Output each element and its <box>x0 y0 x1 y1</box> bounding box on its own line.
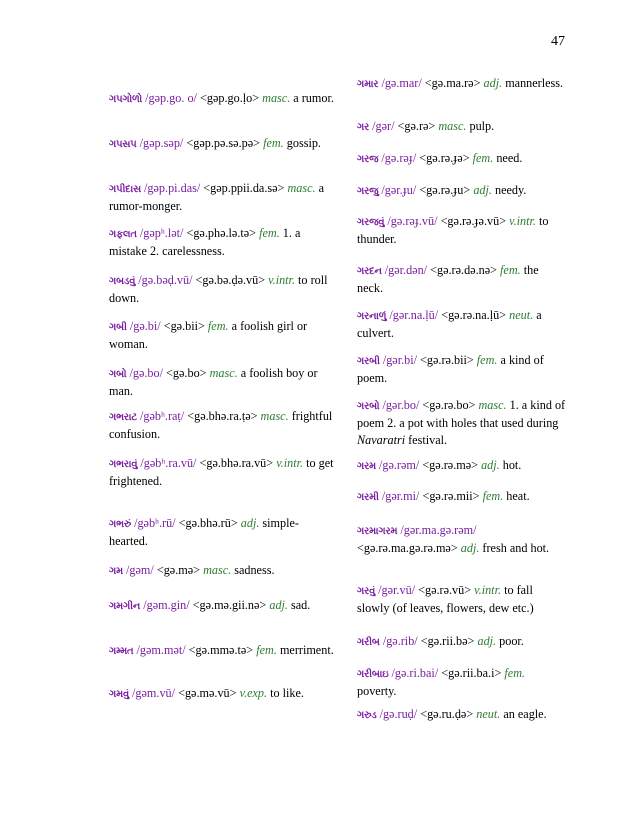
entry-syllables: <gəp.go.ḷo> <box>199 91 260 105</box>
entry-headword: ગમ <box>109 566 123 577</box>
entry-part-of-speech: adj. <box>269 598 288 612</box>
entry-part-of-speech: neut. <box>509 308 534 322</box>
entry-pronunciation: /gəp.səp/ <box>139 136 184 150</box>
entry-part-of-speech: fem. <box>263 136 284 150</box>
entry-headword: ગરદન <box>357 266 382 277</box>
dictionary-entry <box>109 180 334 215</box>
entry-pronunciation: /gə.bo/ <box>129 366 163 380</box>
entry-gloss: gossip. <box>286 136 321 150</box>
dictionary-entry <box>357 118 567 136</box>
dictionary-entry <box>357 582 567 617</box>
entry-pronunciation: /gə.ruḍ/ <box>379 707 418 721</box>
entry-part-of-speech: masc. <box>203 563 232 577</box>
entry-syllables: <gəp.ppii.da.sə> <box>203 181 285 195</box>
entry-gloss: simple-hearted. <box>109 516 299 548</box>
entry-pronunciation: /gə.bəḍ.vū/ <box>138 273 193 287</box>
entry-pronunciation: /gəm.vū/ <box>132 686 176 700</box>
entry-gloss: a culvert. <box>357 308 542 340</box>
entry-gloss: a foolish boy or man. <box>109 366 318 398</box>
entry-part-of-speech: v.intr. <box>276 456 304 470</box>
dictionary-entry <box>109 642 334 660</box>
entry-pronunciation: /gəm/ <box>126 563 154 577</box>
entry-syllables: <gə.rii.ba.i> <box>441 666 502 680</box>
entry-pronunciation: /gə.rəɟ/ <box>381 151 417 165</box>
entry-headword: ગરમ <box>357 461 376 472</box>
entry-headword: ગર <box>357 122 370 133</box>
entry-syllables: <gə.rə.bo> <box>422 398 476 412</box>
entry-headword: ગભરાવું <box>109 459 138 470</box>
entry-headword: ગભરું <box>109 519 132 530</box>
entry-headword: ગરબો <box>357 401 380 412</box>
dictionary-entry <box>357 75 567 93</box>
entry-headword: ગપગોળો <box>109 94 143 105</box>
entry-pronunciation: /gəm.gin/ <box>143 598 190 612</box>
entry-gloss: merriment. <box>279 643 334 657</box>
page-number: 47 <box>551 34 565 49</box>
entry-headword: ગરજવું <box>357 217 385 228</box>
entry-part-of-speech: masc. <box>262 91 291 105</box>
entry-syllables: <gə.mə.gii.nə> <box>192 598 267 612</box>
entry-headword: ગરીબ <box>357 637 380 648</box>
entry-part-of-speech: v.intr. <box>509 214 536 228</box>
entry-gloss: a kind of poem. <box>357 353 544 385</box>
dictionary-entry <box>109 408 334 443</box>
entry-part-of-speech: adj. <box>240 516 260 530</box>
entry-gloss: to roll down. <box>109 273 328 305</box>
entry-gloss: a foolish girl or woman. <box>109 319 308 351</box>
entry-part-of-speech: masc. <box>438 119 467 133</box>
entry-headword: ગરનાળું <box>357 311 387 322</box>
entry-pronunciation: /gər/ <box>372 119 395 133</box>
dictionary-entry <box>109 318 334 353</box>
entry-part-of-speech: fem. <box>476 353 498 367</box>
entry-gloss: a rumor. <box>293 91 334 105</box>
dictionary-entry <box>357 262 567 297</box>
entry-gloss: poverty. <box>357 684 397 698</box>
entry-gloss: heat. <box>506 489 530 503</box>
entry-pronunciation: /gəbʰ.ra.vū/ <box>140 456 197 470</box>
entry-syllables: <gə.mə.vū> <box>178 686 237 700</box>
entry-part-of-speech: fem. <box>256 643 277 657</box>
entry-part-of-speech: masc. <box>287 181 316 195</box>
entry-pronunciation: /gə.rəɟ.vū/ <box>387 214 438 228</box>
dictionary-entry <box>109 365 334 400</box>
entry-gloss: poor. <box>499 634 524 648</box>
entry-headword: ગરીબાઇ <box>357 669 389 680</box>
entry-headword: ગફલત <box>109 229 137 240</box>
entry-gloss: pulp. <box>469 119 495 133</box>
entry-headword: ગરજ <box>357 154 379 165</box>
entry-gloss: sad. <box>291 598 311 612</box>
entry-gloss-italic: Navaratri <box>357 433 406 447</box>
entry-syllables: <gə.ru.ḍə> <box>420 707 474 721</box>
entry-part-of-speech: fem. <box>259 226 280 240</box>
entry-pronunciation: /gər.mi/ <box>381 489 420 503</box>
entry-syllables: <gə.rə.ɟə> <box>419 151 470 165</box>
entry-pronunciation: /gər.bo/ <box>382 398 420 412</box>
entry-part-of-speech: v.intr. <box>474 583 502 597</box>
entry-gloss: the neck. <box>357 263 539 295</box>
entry-pronunciation: /gər.vū/ <box>378 583 416 597</box>
entry-syllables: <gə.rə.mii> <box>422 489 480 503</box>
entry-gloss: 1. a kind of poem 2. a pot with holes that used during Navaratri festival. <box>357 398 566 447</box>
entry-part-of-speech: fem. <box>500 263 521 277</box>
dictionary-entry <box>357 150 567 168</box>
dictionary-entry <box>357 706 567 724</box>
dictionary-entry <box>109 515 334 550</box>
dictionary-entry <box>109 562 334 580</box>
entry-headword: ગમગીન <box>109 601 141 612</box>
dictionary-entry <box>357 182 567 200</box>
entry-headword: ગરમી <box>357 492 379 503</box>
dictionary-entry <box>357 665 567 700</box>
dictionary-entry <box>109 135 334 153</box>
entry-part-of-speech: v.intr. <box>268 273 295 287</box>
entry-gloss: a rumor-monger. <box>109 181 325 213</box>
entry-headword: ગરબી <box>357 356 380 367</box>
dictionary-entry <box>357 307 567 342</box>
entry-syllables: <gəp.pə.sə.pə> <box>186 136 261 150</box>
entry-gloss: need. <box>496 151 523 165</box>
entry-part-of-speech: fem. <box>504 666 526 680</box>
entry-syllables: <gə.bhə.rū> <box>178 516 238 530</box>
entry-part-of-speech: v.exp. <box>239 686 268 700</box>
entry-gloss: to get frightened. <box>109 456 334 488</box>
entry-syllables: <gə.mmə.tə> <box>188 643 254 657</box>
entry-pronunciation: /gə.ri.bai/ <box>391 666 439 680</box>
dictionary-entry <box>357 213 567 248</box>
entry-pronunciation: /gəm.mət/ <box>136 643 186 657</box>
entry-pronunciation: /gər.na.ḷū/ <box>389 308 439 322</box>
entry-headword: ગબો <box>109 369 127 380</box>
entry-gloss: to fall slowly (of leaves, flowers, dew etc.) <box>357 583 534 615</box>
entry-pronunciation: /gə.bi/ <box>129 319 161 333</box>
entry-syllables: <gə.rə> <box>397 119 436 133</box>
entry-syllables: <gə.rə.vū> <box>418 583 472 597</box>
entry-part-of-speech: fem. <box>482 489 504 503</box>
entry-gloss: hot. <box>502 458 522 472</box>
dictionary-entry <box>109 225 334 260</box>
entry-pronunciation: /gər.bi/ <box>382 353 417 367</box>
entry-gloss: an eagle. <box>503 707 547 721</box>
entry-syllables: <gə.phə.lə.tə> <box>186 226 257 240</box>
entry-headword: ગમાર <box>357 79 379 90</box>
entry-gloss: 1. a mistake 2. carelessness. <box>109 226 301 258</box>
entry-headword: ગમ્મત <box>109 646 134 657</box>
entry-part-of-speech: adj. <box>483 76 503 90</box>
entry-gloss: to thunder. <box>357 214 549 246</box>
entry-syllables: <gə.bii> <box>163 319 205 333</box>
entry-pronunciation: /gəp.pi.das/ <box>144 181 201 195</box>
dictionary-entry <box>357 397 567 449</box>
dictionary-entry <box>109 272 334 307</box>
entry-syllables: <gə.rə.ɟu> <box>419 183 471 197</box>
entry-headword: ગપીદાસ <box>109 184 141 195</box>
entry-syllables: <gə.rə.bii> <box>420 353 474 367</box>
dictionary-entry <box>357 352 567 387</box>
entry-gloss: sadness. <box>234 563 275 577</box>
entry-headword: ગમવું <box>109 689 129 700</box>
entry-part-of-speech: adj. <box>477 634 497 648</box>
entry-headword: ગબડવું <box>109 276 136 287</box>
entry-pronunciation: /gə.mar/ <box>381 76 422 90</box>
entry-syllables: <gə.bhə.ra.ṭə> <box>187 409 258 423</box>
entry-syllables: <gə.rə.na.ḷū> <box>441 308 507 322</box>
entry-syllables: <gə.bo> <box>166 366 207 380</box>
entry-part-of-speech: neut. <box>476 707 501 721</box>
entry-gloss: fresh and hot. <box>482 541 550 555</box>
entry-headword: ગભરાટ <box>109 412 137 423</box>
entry-part-of-speech: masc. <box>209 366 238 380</box>
entry-syllables: <gə.rə.ɟə.vū> <box>440 214 507 228</box>
entry-part-of-speech: adj. <box>481 458 500 472</box>
dictionary-entry <box>357 522 567 557</box>
dictionary-entry <box>357 488 567 506</box>
entry-gloss: needy. <box>495 183 527 197</box>
entry-syllables: <gə.bə.ḍə.vū> <box>195 273 266 287</box>
entry-headword: ગરમાગરમ <box>357 526 398 537</box>
entry-pronunciation: /gəbʰ.rū/ <box>134 516 176 530</box>
entry-pronunciation: /gəbʰ.raṭ/ <box>140 409 185 423</box>
dictionary-entry <box>357 633 567 651</box>
entry-syllables: <gə.rə.ma.gə.rə.mə> <box>357 541 458 555</box>
entry-pronunciation: /gər.dən/ <box>384 263 428 277</box>
entry-part-of-speech: fem. <box>207 319 229 333</box>
entry-syllables: <gə.rə.mə> <box>422 458 479 472</box>
entry-syllables: <gə.ma.rə> <box>424 76 481 90</box>
entry-pronunciation: /gər.ɟu/ <box>381 183 417 197</box>
entry-syllables: <gə.bhə.ra.vū> <box>199 456 274 470</box>
entry-headword: ગરજુ <box>357 186 379 197</box>
entry-headword: ગરુડ <box>357 710 377 721</box>
entry-gloss: mannerless. <box>505 76 564 90</box>
entry-headword: ગબી <box>109 322 127 333</box>
entry-headword: ગપસપ <box>109 139 137 150</box>
dictionary-entry <box>109 685 334 703</box>
entry-gloss: frightful confusion. <box>109 409 333 441</box>
entry-headword: ગરવું <box>357 586 376 597</box>
entry-pronunciation: /gəp.go. o/ <box>145 91 197 105</box>
entry-pronunciation: /gə.rəm/ <box>378 458 420 472</box>
entry-part-of-speech: masc. <box>260 409 289 423</box>
entry-pronunciation: /gəpʰ.lət/ <box>139 226 184 240</box>
entry-gloss: to like. <box>270 686 304 700</box>
dictionary-entry <box>109 90 334 108</box>
entry-pronunciation: /gər.ma.gə.rəm/ <box>400 523 477 537</box>
entry-syllables: <gə.rə.də.nə> <box>430 263 497 277</box>
entry-part-of-speech: adj. <box>473 183 492 197</box>
entry-part-of-speech: fem. <box>472 151 494 165</box>
entry-pronunciation: /gə.rib/ <box>382 634 418 648</box>
dictionary-entry <box>357 457 567 475</box>
entry-part-of-speech: adj. <box>460 541 480 555</box>
entry-part-of-speech: masc. <box>478 398 507 412</box>
entry-syllables: <gə.rii.bə> <box>420 634 475 648</box>
dictionary-entry <box>109 455 334 490</box>
dictionary-entry <box>109 597 334 615</box>
entry-syllables: <gə.mə> <box>156 563 201 577</box>
